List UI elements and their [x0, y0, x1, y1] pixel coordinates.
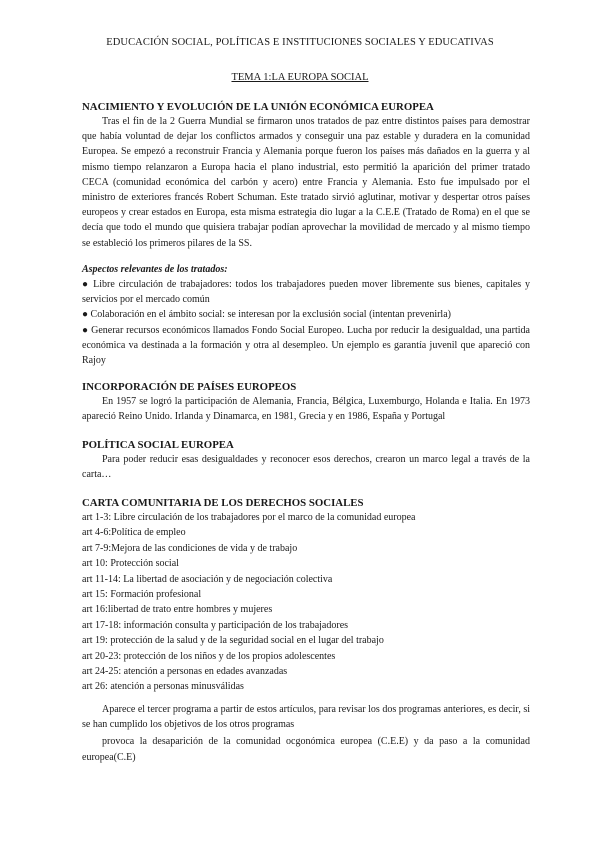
article-item: art 4-6:Política de empleo — [82, 527, 186, 539]
section-closing — [82, 702, 530, 765]
article-item: art 15: Formación profesional — [82, 589, 202, 601]
article-item: art 11-14: La libertad de asociación y de negociación colectiva — [82, 573, 333, 585]
article-item: art 20-23: protección de los niños y de los propios adolescentes — [82, 650, 336, 662]
section-paragraph: Para poder reducir esas desigualdades y reconocer esos derechos, crearon un marco legal a través de la carta… — [82, 454, 530, 481]
topic-title-text: TEMA 1:LA EUROPA SOCIAL — [231, 72, 369, 83]
subsection-heading: Aspectos relevantes de los tratados: — [82, 264, 228, 275]
section-social-policy — [82, 438, 530, 482]
section-treaty-aspects — [82, 263, 530, 368]
section-heading: INCORPORACIÓN DE PAÍSES EUROPEOS — [82, 381, 297, 393]
bullet-item: ● Libre circulación de trabajadores: todos los trabajadores pueden mover libremente sus bienes, capitales y servicios por el mercado común — [82, 279, 530, 306]
article-item: art 19: protección de la salud y de la seguridad social en el lugar del trabajo — [82, 635, 384, 647]
bullet-item: ● Generar recursos económicos llamados Fondo Social Europeo. Lucha por reducir la desigualdad, una partida económica va destinada a la formación y otra al desempleo. Un ejemplo es garantía juvenil que apareció con Rajoy — [82, 324, 530, 367]
bullet-item: ● Colaboración en el ámbito social: se interesan por la exclusión social (intentan prevenirla) — [82, 309, 451, 321]
section-heading: NACIMIENTO Y EVOLUCIÓN DE LA UNIÓN ECONÓMICA EUROPEA — [82, 101, 434, 113]
article-item: art 10: Protección social — [82, 558, 179, 570]
article-item: art 16:libertad de trato entre hombres y mujeres — [82, 604, 273, 616]
section-paragraph: Aparece el tercer programa a partir de estos artículos, para revisar los dos programas anteriores, es decir, si se han cumplido los objetivos de los otros programas — [82, 704, 530, 731]
section-heading: POLÍTICA SOCIAL EUROPEA — [82, 439, 234, 451]
section-paragraph: provoca la desaparición de la comunidad ocgonómica europea (C.E.E) y da paso a la comunidad europea(C.E) — [82, 736, 530, 763]
section-charter — [82, 496, 530, 695]
section-paragraph: Tras el fin de la 2 Guerra Mundial se firmaron unos tratados de paz entre distintos países para demostrar que había voluntad de dejar los conflictos armados y conseguir una paz estable y duradera en la comunidad Europea. Se empezó a reconstruir Francia y Alemania porque fueron los países más dañados en la guerra y al mismo tiempo relanzaron a Europa hacia el plano industrial, esto permitió la aparición del primer tratado CECA (comunidad económica del carbón y acero) entre Francia y Alemania. Esto fue impulsado por el ministro de exteriores francés Robert Schuman. Este tratado sirvió aglutinar, motivar y despertar otros países europeos y crear estados en Europa, esta misma estrategia dio lugar a la C.E.E (Tratado de Roma) en el que se decía que todo el mundo que quisiera trabajar podían aprovechar la movilidad de mercado y al mismo tiempo se estableció los primeros pilares de la SS. — [82, 116, 530, 249]
article-item: art 24-25: atención a personas en edades avanzadas — [82, 666, 288, 678]
section-origins — [82, 100, 530, 251]
section-paragraph: En 1957 se logró la participación de Alemania, Francia, Bélgica, Luxemburgo, Holanda e Italia. En 1973 apareció Reino Unido. Irlanda y Dinamarca, en 1981, Grecia y en 1986, España y Portugal — [82, 396, 530, 423]
section-countries — [82, 380, 530, 424]
section-heading: CARTA COMUNITARIA DE LOS DERECHOS SOCIALES — [82, 497, 364, 509]
article-item: art 7-9:Mejora de las condiciones de vida y de trabajo — [82, 542, 298, 554]
article-item: art 17-18: información consulta y participación de los trabajadores — [82, 619, 349, 631]
document-header: EDUCACIÓN SOCIAL, POLÍTICAS E INSTITUCIONES SOCIALES Y EDUCATIVAS — [106, 37, 494, 48]
article-item: art 1-3: Libre circulación de los trabajadores por el marco de la comunidad europea — [82, 512, 416, 523]
topic-title — [0, 72, 600, 83]
article-item: art 26: atención a personas minusválidas — [82, 681, 244, 693]
